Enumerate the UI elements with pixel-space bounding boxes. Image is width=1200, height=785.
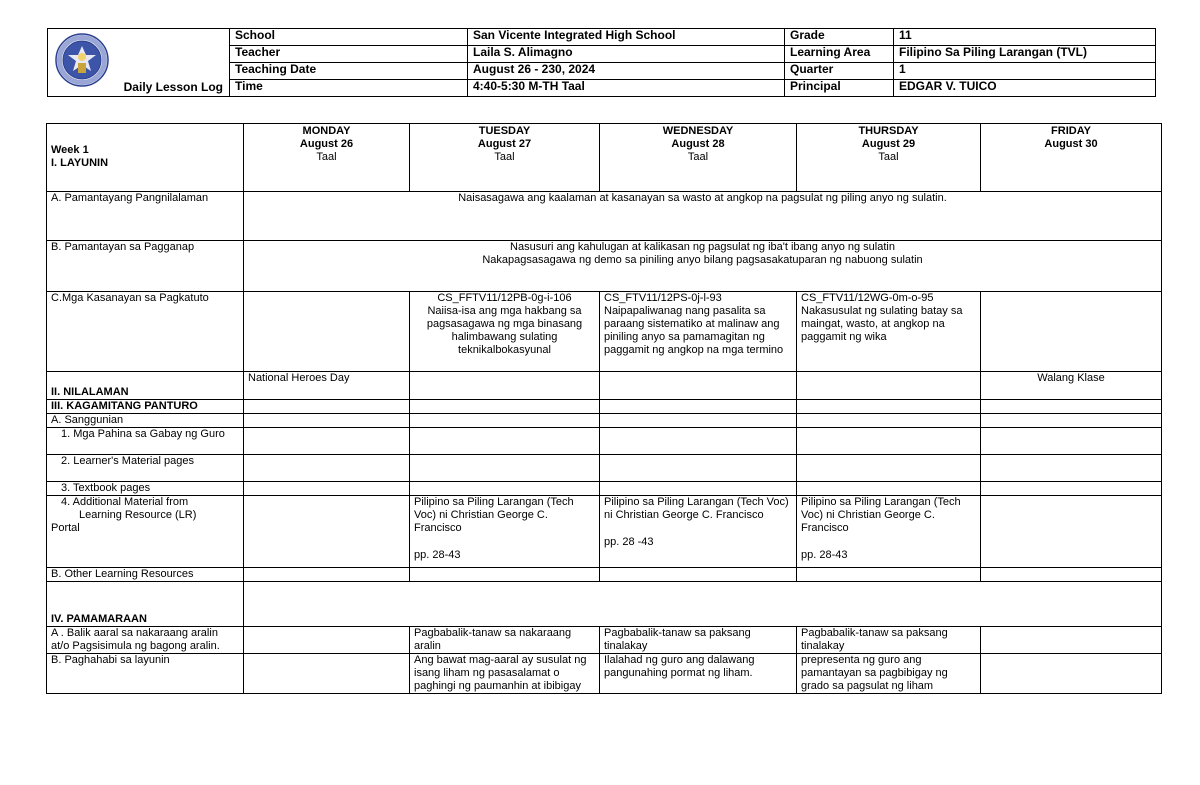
cell-empty	[244, 400, 410, 414]
document-title: Daily Lesson Log	[123, 80, 223, 94]
resource-book: Pilipino sa Piling Larangan (Tech Voc) ni Christian George C. Francisco	[414, 496, 574, 534]
section-kagamitang-panturo: III. KAGAMITANG PANTURO	[47, 400, 244, 414]
cell-empty	[797, 428, 981, 455]
value-teaching-date: August 26 - 230, 2024	[468, 63, 785, 80]
cell-empty	[410, 482, 600, 496]
day-name: THURSDAY	[858, 125, 919, 137]
row-label-pamantayang-pangnilalaman: A. Pamantayang Pangnilalaman	[47, 192, 244, 241]
cell-empty	[410, 414, 600, 428]
row-label-kasanayan: C.Mga Kasanayan sa Pagkatuto	[47, 292, 244, 372]
objective-thursday	[797, 654, 981, 694]
cell-empty	[981, 627, 1162, 654]
cell-empty	[797, 400, 981, 414]
objective-tuesday	[410, 654, 600, 694]
value-learning-area: Filipino Sa Piling Larangan (TVL)	[894, 46, 1156, 63]
day-name: TUESDAY	[478, 125, 531, 137]
resource-pages: pp. 28-43	[414, 549, 461, 561]
competency-thursday	[797, 292, 981, 372]
cell-empty	[410, 372, 600, 400]
cell-empty	[244, 455, 410, 482]
cell-empty	[244, 568, 410, 582]
day-date: August 30	[1044, 138, 1098, 150]
section-pamamaraan: IV. PAMAMARAAN	[47, 582, 244, 627]
cell-empty	[981, 496, 1162, 568]
value-time: 4:40-5:30 M-TH Taal	[468, 80, 785, 97]
objective-text: prepresenta ng guro ang pamantayan sa pagbibigay ng grado sa pagsulat ng liham	[801, 654, 948, 692]
additional-material-line-1: 4. Additional Material from	[61, 496, 189, 508]
label-time: Time	[230, 80, 468, 97]
row-label-learners-material: 2. Learner's Material pages	[47, 455, 244, 482]
day-name: FRIDAY	[1051, 125, 1091, 137]
cell-empty	[600, 455, 797, 482]
cell-empty	[244, 292, 410, 372]
cell-empty	[244, 654, 410, 694]
label-learning-area: Learning Area	[785, 46, 894, 63]
label-principal: Principal	[785, 80, 894, 97]
row-label-gabay-ng-guro: 1. Mga Pahina sa Gabay ng Guro	[47, 428, 244, 455]
content-standard-text: Naisasagawa ang kaalaman at kasanayan sa wasto at angkop na pagsulat ng piling anyo ng sulatin.	[244, 192, 1162, 241]
cell-empty	[981, 414, 1162, 428]
cell-empty	[600, 568, 797, 582]
cell-empty	[981, 292, 1162, 372]
value-teacher: Laila S. Alimagno	[468, 46, 785, 63]
resource-book: Pilipino sa Piling Larangan (Tech Voc) ni Christian George C. Francisco	[604, 496, 789, 521]
content-monday: National Heroes Day	[244, 372, 410, 400]
content-friday: Walang Klase	[981, 372, 1162, 400]
cell-empty	[244, 482, 410, 496]
day-date: August 26	[299, 138, 354, 150]
cell-empty	[410, 568, 600, 582]
competency-code: CS_FFTV11/12PB-0g-i-106	[437, 292, 572, 304]
cell-empty	[244, 414, 410, 428]
cell-empty	[410, 428, 600, 455]
cell-empty	[600, 428, 797, 455]
row-label-balik-aaral: A . Balik aaral sa nakaraang aralin at/o Pagsisimula ng bagong aralin.	[47, 627, 244, 654]
competency-code: CS_FTV11/12PS-0j-l-93	[604, 292, 722, 304]
objective-wednesday: Ilalahad ng guro ang dalawang pangunahing pormat ng liham.	[600, 654, 797, 694]
day-place: Taal	[687, 151, 709, 163]
review-tuesday: Pagbabalik-tanaw sa nakaraang aralin	[410, 627, 600, 654]
competency-code: CS_FTV11/12WG-0m-o-95	[801, 292, 934, 304]
resource-tuesday	[410, 496, 600, 568]
competency-wednesday	[600, 292, 797, 372]
day-place: Taal	[494, 151, 515, 163]
cell-empty	[797, 455, 981, 482]
day-place: Taal	[316, 151, 337, 163]
competency-text: Naipapaliwanag nang pasalita sa paraang sistematiko at malinaw ang piniling anyo sa pamamagitan ng paggamit ng angkop na mga termino	[604, 305, 784, 356]
resource-pages: pp. 28-43	[801, 549, 848, 561]
value-principal: EDGAR V. TUICO	[894, 80, 1156, 97]
competency-text: Naiisa-isa ang mga hakbang sa pagsasagawa ng mga binasang halimbawang sulating teknikalbokasyunal	[426, 305, 583, 356]
value-grade: 11	[894, 29, 1156, 46]
value-school: San Vicente Integrated High School	[468, 29, 785, 46]
review-wednesday: Pagbabalik-tanaw sa paksang tinalakay	[600, 627, 797, 654]
row-label-paghahabi: B. Paghahabi sa layunin	[47, 654, 244, 694]
label-grade: Grade	[785, 29, 894, 46]
resource-book: Pilipino sa Piling Larangan (Tech Voc) ni Christian George C. Francisco	[801, 496, 961, 534]
objective-text: Ang bawat mag-aaral ay susulat ng isang liham ng pasasalamat o paghingi ng paumanhin at ibibigay	[414, 654, 587, 692]
performance-standard-line-1: Nasusuri ang kahulugan at kalikasan ng pagsulat ng iba't ibang anyo ng sulatin	[510, 241, 895, 253]
performance-standard-line-2: Nakapagsasagawa ng demo sa piniling anyo bilang pagsasakatuparan ng nabuong sulatin	[482, 254, 923, 266]
day-header-friday	[981, 124, 1162, 192]
row-label-sanggunian: A. Sanggunian	[47, 414, 244, 428]
deped-seal-icon	[55, 33, 109, 87]
section-layunin: I. LAYUNIN	[51, 157, 109, 169]
day-header-tuesday	[410, 124, 600, 192]
day-place: Taal	[878, 151, 899, 163]
cell-empty	[600, 400, 797, 414]
cell-empty	[410, 455, 600, 482]
row-label-textbook-pages: 3. Textbook pages	[47, 482, 244, 496]
day-header-wednesday	[600, 124, 797, 192]
review-thursday: Pagbabalik-tanaw sa paksang tinalakay	[797, 627, 981, 654]
resource-wednesday	[600, 496, 797, 568]
cell-empty	[981, 400, 1162, 414]
day-date: August 29	[861, 138, 916, 150]
cell-empty	[797, 414, 981, 428]
day-date: August 28	[671, 138, 725, 150]
label-teacher: Teacher	[230, 46, 468, 63]
cell-empty	[244, 496, 410, 568]
cell-empty	[981, 455, 1162, 482]
cell-empty	[797, 482, 981, 496]
cell-empty	[797, 568, 981, 582]
logo-cell	[48, 29, 230, 97]
row-label-other-resources: B. Other Learning Resources	[47, 568, 244, 582]
cell-empty	[600, 482, 797, 496]
day-header-thursday	[797, 124, 981, 192]
cell-empty	[981, 568, 1162, 582]
week-label: Week 1	[51, 144, 89, 156]
additional-material-line-2: Learning Resource (LR)	[79, 509, 197, 521]
row-label-pamantayan-sa-pagganap: B. Pamantayan sa Pagganap	[47, 241, 244, 292]
resource-pages: pp. 28 -43	[604, 536, 654, 548]
cell-empty	[410, 400, 600, 414]
day-name: WEDNESDAY	[662, 125, 734, 137]
row-label-additional-material	[47, 496, 244, 568]
section-nilalaman: II. NILALAMAN	[47, 372, 244, 400]
week-header-cell	[47, 124, 244, 192]
competency-text: Nakasusulat ng sulating batay sa maingat, wasto, at angkop na paggamit ng wika	[801, 305, 963, 343]
value-quarter: 1	[894, 63, 1156, 80]
cell-empty	[600, 372, 797, 400]
cell-empty	[244, 627, 410, 654]
competency-tuesday	[410, 292, 600, 372]
label-school: School	[230, 29, 468, 46]
cell-empty	[797, 372, 981, 400]
label-quarter: Quarter	[785, 63, 894, 80]
lesson-log-table	[46, 123, 1162, 694]
day-date: August 27	[477, 138, 532, 150]
header-table	[47, 28, 1156, 97]
label-teaching-date: Teaching Date	[230, 63, 468, 80]
cell-empty	[981, 482, 1162, 496]
cell-empty	[981, 654, 1162, 694]
cell-empty	[981, 428, 1162, 455]
cell-empty	[244, 428, 410, 455]
cell-empty	[244, 582, 1162, 627]
cell-empty	[600, 414, 797, 428]
performance-standard-cell	[244, 241, 1162, 292]
resource-thursday	[797, 496, 981, 568]
day-name: MONDAY	[302, 125, 351, 137]
day-header-monday	[244, 124, 410, 192]
additional-material-line-3: Portal	[51, 522, 80, 534]
